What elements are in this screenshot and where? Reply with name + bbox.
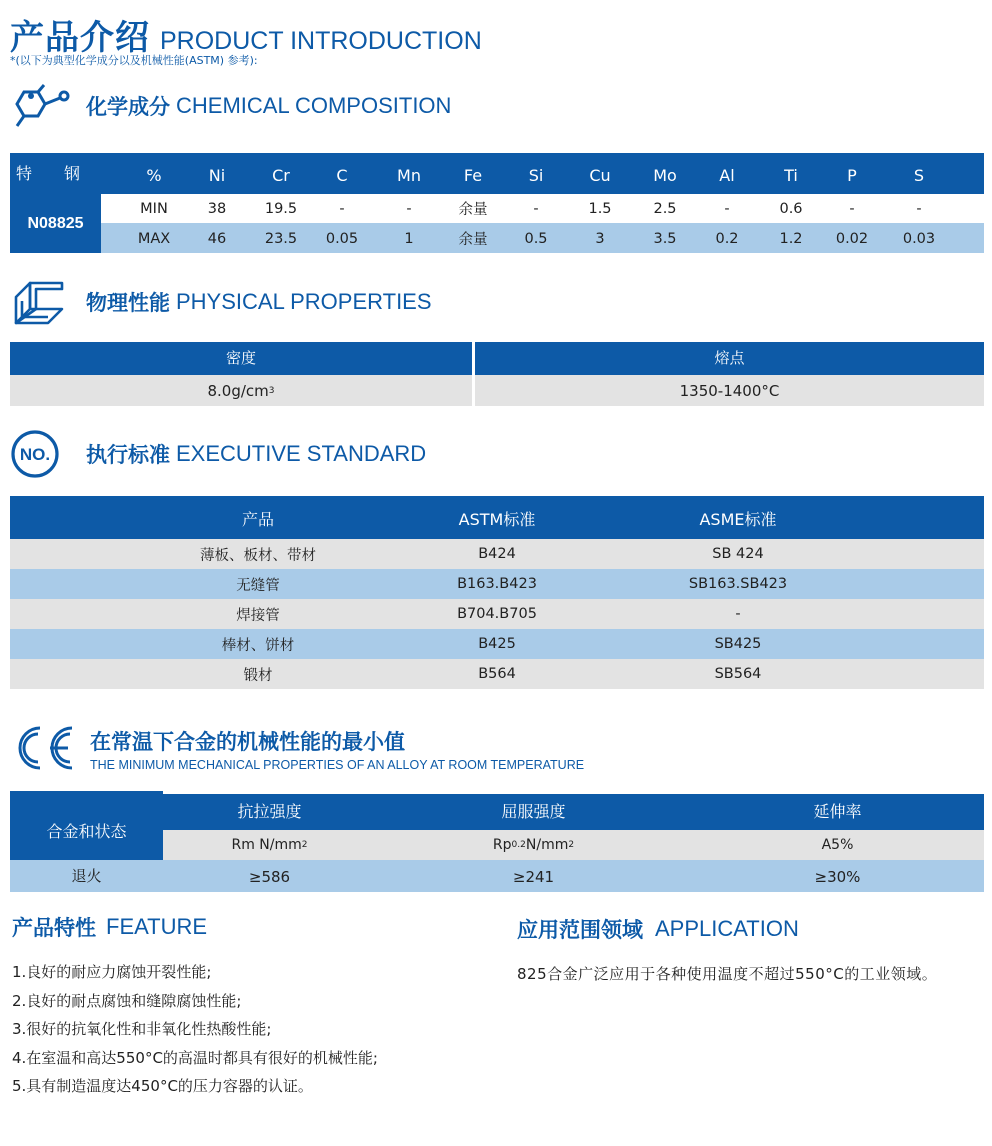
list-item: 1.良好的耐应力腐蚀开裂性能; <box>12 963 212 981</box>
standard-title-en: EXECUTIVE STANDARD <box>176 441 427 466</box>
no-badge-text: NO. <box>19 445 51 464</box>
chem-cell: 0.5 <box>524 230 548 247</box>
standard-cell: B704.B705 <box>457 606 537 622</box>
chem-col-header: Mo <box>653 165 677 185</box>
chem-col-header: S <box>913 165 925 185</box>
list-item: 2.良好的耐点腐蚀和缝隙腐蚀性能; <box>12 991 242 1010</box>
physical-title-cn: 物理性能 <box>86 291 170 315</box>
standard-cell: SB 424 <box>712 546 764 562</box>
chem-col-header: Al <box>719 165 735 185</box>
standard-cell: 无缝管 <box>236 577 280 594</box>
page-title-cn: 产品介绍 <box>10 18 150 58</box>
standard-cell: 焊接管 <box>236 607 280 624</box>
chem-cell: 2.5 <box>653 200 677 217</box>
state-header: 合金和状态 <box>46 822 127 841</box>
chem-cell: 3.5 <box>653 230 677 247</box>
chem-cell: 余量 <box>458 232 488 248</box>
elongation-value: ≥30% <box>814 868 861 886</box>
melting-value-cell <box>475 375 984 406</box>
chem-col-header: Si <box>528 165 544 185</box>
standard-cell: B424 <box>478 546 516 562</box>
chem-cell: 余量 <box>458 202 488 218</box>
chem-cell: - <box>533 200 539 217</box>
standard-col-header: ASTM标准 <box>458 509 536 529</box>
grade-header: 特 钢 <box>16 163 81 183</box>
page-subtitle: *(以下为典型化学成分以及机械性能(ASTM) 参考): <box>10 54 258 67</box>
tensile-unit-exponent: 2 <box>301 840 308 850</box>
profile-bar-icon <box>12 279 68 325</box>
mechanical-title-cn: 在常温下合金的机械性能的最小值 <box>90 730 405 754</box>
feature-title-en: FEATURE <box>106 914 208 939</box>
grade-label: N08825 <box>10 194 101 253</box>
chem-cell: - <box>724 200 730 217</box>
standard-cell: B163.B423 <box>457 576 537 592</box>
page-title-en: PRODUCT INTRODUCTION <box>160 27 482 55</box>
chem-cell: 0.02 <box>835 230 869 247</box>
density-value-cell <box>10 375 472 406</box>
density-value <box>10 375 472 406</box>
application-title-en: APPLICATION <box>655 916 799 941</box>
chem-col-header: Mn <box>397 165 421 185</box>
state-value: 退火 <box>71 866 102 885</box>
list-item: 5.具有制造温度达450°C的压力容器的认证。 <box>12 1077 313 1095</box>
chem-cell: 0.2 <box>715 230 739 247</box>
ce-mark-icon <box>12 722 78 779</box>
chem-cell: - <box>916 200 922 217</box>
chem-cell: 23.5 <box>264 230 298 247</box>
feature-heading <box>12 912 207 942</box>
chem-cell: 0.6 <box>779 200 803 217</box>
chem-cell: 0.03 <box>902 230 936 247</box>
state-header-cell <box>10 791 163 860</box>
list-item: 4.在室温和高达550°C的高温时都具有很好的机械性能; <box>12 1048 378 1067</box>
chem-col-header: Fe <box>463 165 483 185</box>
density-exponent: 3 <box>268 385 275 396</box>
standard-cell: B425 <box>478 636 516 652</box>
tensile-header: 抗拉强度 <box>237 801 302 821</box>
yield-header: 屈服强度 <box>501 801 566 821</box>
physical-title-en: PHYSICAL PROPERTIES <box>176 289 432 314</box>
standard-cell: 薄板、板材、带材 <box>200 547 316 564</box>
elongation-unit: A5% <box>821 837 854 853</box>
chem-cell: 3 <box>595 230 605 247</box>
chemical-table <box>10 153 984 257</box>
standard-heading <box>10 429 426 479</box>
mechanical-title-en: THE MINIMUM MECHANICAL PROPERTIES OF AN ALLOY AT ROOM TEMPERATURE <box>90 758 585 772</box>
chem-cell: 0.05 <box>325 230 359 247</box>
chem-col-header: P <box>847 165 857 185</box>
application-title-cn: 应用范围领域 <box>517 918 643 942</box>
yield-value: ≥241 <box>512 868 555 886</box>
standard-cell: SB163.SB423 <box>688 576 788 592</box>
chem-col-header: Ni <box>208 165 226 185</box>
application-text: 825合金广泛应用于各种使用温度不超过550°C的工业领域。 <box>517 965 938 983</box>
chem-cell: 1.5 <box>588 200 612 217</box>
chem-cell: 38 <box>207 200 227 217</box>
tensile-value: ≥586 <box>248 868 291 886</box>
chem-cell: - <box>339 200 345 217</box>
chem-col-header: Cu <box>589 165 611 185</box>
feature-list <box>12 958 378 1101</box>
yield-unit <box>376 830 691 860</box>
yield-unit-exponent: 2 <box>568 840 575 850</box>
no-badge-icon <box>10 429 60 479</box>
yield-unit-subscript: 0.2 <box>511 840 526 850</box>
standard-cell: SB425 <box>714 636 762 652</box>
chem-cell: - <box>849 200 855 217</box>
molecule-icon <box>8 82 76 130</box>
physical-heading <box>12 279 432 325</box>
chemical-title-en: CHEMICAL COMPOSITION <box>176 93 452 118</box>
chemical-heading <box>8 82 451 130</box>
chem-col-header: Cr <box>272 165 290 185</box>
melting-header: 熔点 <box>714 349 745 367</box>
chem-cell: 1.2 <box>779 230 803 247</box>
tensile-unit <box>163 830 376 860</box>
density-header-cell <box>10 342 472 375</box>
chem-cell: MAX <box>137 230 171 247</box>
standard-cell: 锻材 <box>243 667 273 684</box>
standard-cell: B564 <box>478 666 516 682</box>
standard-title-cn: 执行标准 <box>86 443 170 467</box>
melting-value: 1350-1400°C <box>679 381 780 400</box>
density-number: 8.0g/cm <box>207 381 269 400</box>
standard-col-header: ASME标准 <box>699 509 777 529</box>
list-item: 3.很好的抗氧化性和非氧化性热酸性能; <box>12 1020 272 1038</box>
yield-unit-text: N/mm <box>525 837 569 853</box>
standard-cell: 棒材、饼材 <box>221 637 295 654</box>
chem-col-header: C <box>336 165 348 185</box>
chem-cell: 46 <box>207 230 227 247</box>
melting-header-cell <box>475 342 984 375</box>
standard-cell: - <box>735 606 741 622</box>
feature-title-cn: 产品特性 <box>12 916 96 940</box>
density-header: 密度 <box>225 349 256 367</box>
tensile-unit-text: Rm N/mm <box>231 837 302 853</box>
application-heading <box>517 914 799 944</box>
chem-col-header: % <box>146 165 162 185</box>
elongation-header: 延伸率 <box>813 801 862 821</box>
chem-cell: 1 <box>404 230 414 247</box>
chemical-title-cn: 化学成分 <box>86 95 170 119</box>
chem-cell: - <box>406 200 412 217</box>
chem-cell: MIN <box>140 200 168 217</box>
standard-col-header: 产品 <box>241 509 274 529</box>
standard-cell: SB564 <box>714 666 762 682</box>
chem-col-header: Ti <box>784 165 798 185</box>
chem-cell: 19.5 <box>264 200 298 217</box>
yield-unit-prefix: Rp <box>492 837 512 853</box>
